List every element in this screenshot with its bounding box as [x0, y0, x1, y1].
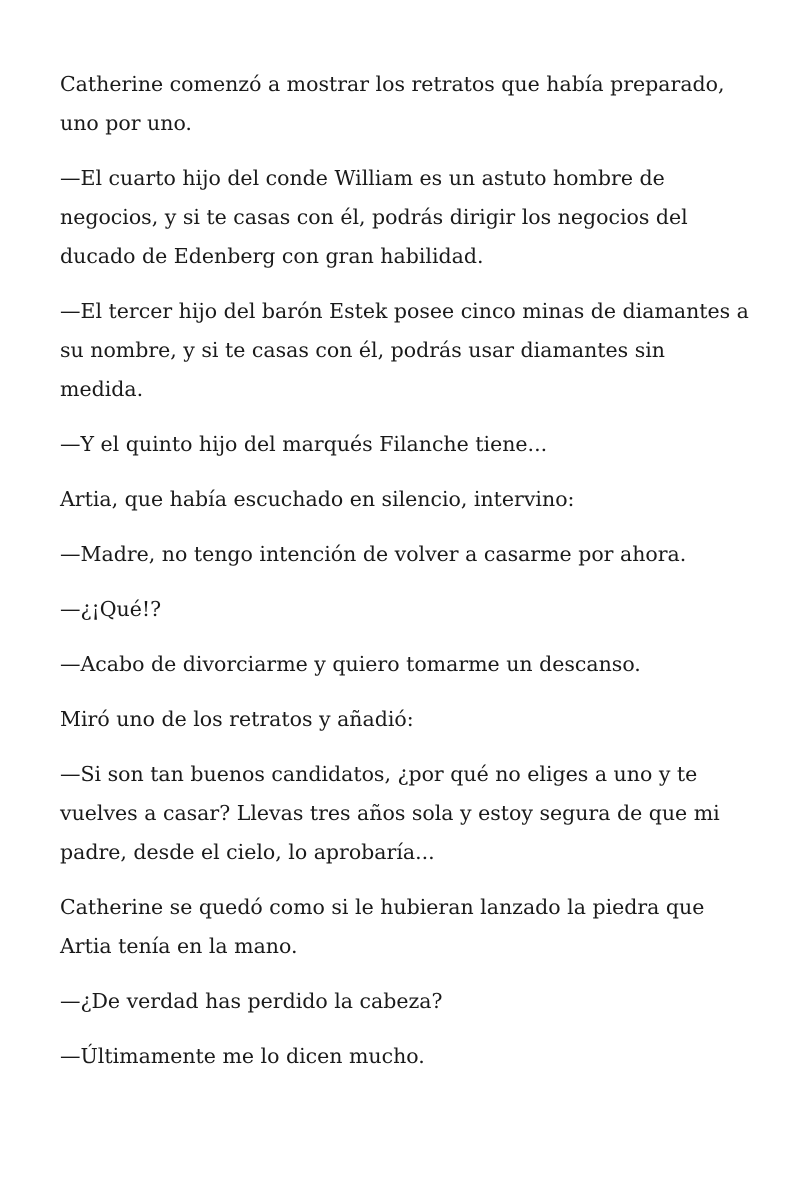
paragraph-narration-portraits: Catherine comenzó a mostrar los retratos que había preparado, uno por uno. — [60, 72, 725, 135]
paragraph-dialogue-lately: —Últimamente me lo dicen mucho. — [60, 1044, 425, 1068]
paragraph-narration-artia-intervenes: Artia, que había escuchado en silencio, intervino: — [60, 487, 575, 511]
paragraph-dialogue-marquis-filanche: —Y el quinto hijo del marqués Filanche tiene... — [60, 432, 548, 456]
paragraph-dialogue-lost-mind: —¿De verdad has perdido la cabeza? — [60, 989, 443, 1013]
paragraph-narration-catherine-stunned: Catherine se quedó como si le hubieran lanzado la piedra que Artia tenía en la mano. — [60, 895, 705, 958]
paragraph-dialogue-no-remarry: —Madre, no tengo intención de volver a casarme por ahora. — [60, 542, 687, 566]
paragraph-dialogue-what: —¿¡Qué!? — [60, 597, 162, 621]
paragraph-dialogue-baron-estek: —El tercer hijo del barón Estek posee cinco minas de diamantes a su nombre, y si te casas con él, podrás usar diamantes sin medida. — [60, 299, 749, 401]
paragraph-dialogue-count-william: —El cuarto hijo del conde William es un astuto hombre de negocios, y si te casas con él, podrás dirigir los negocios del ducado de Edenberg con gran habilidad. — [60, 166, 688, 268]
paragraph-dialogue-divorce-rest: —Acabo de divorciarme y quiero tomarme un descanso. — [60, 652, 641, 676]
reading-page — [60, 65, 750, 1092]
paragraph-dialogue-suggest-remarry: —Si son tan buenos candidatos, ¿por qué no eliges a uno y te vuelves a casar? Llevas tres años sola y estoy segura de que mi padre, desde el cielo, lo aprobaría... — [60, 762, 720, 864]
paragraph-narration-looked-portrait: Miró uno de los retratos y añadió: — [60, 707, 414, 731]
